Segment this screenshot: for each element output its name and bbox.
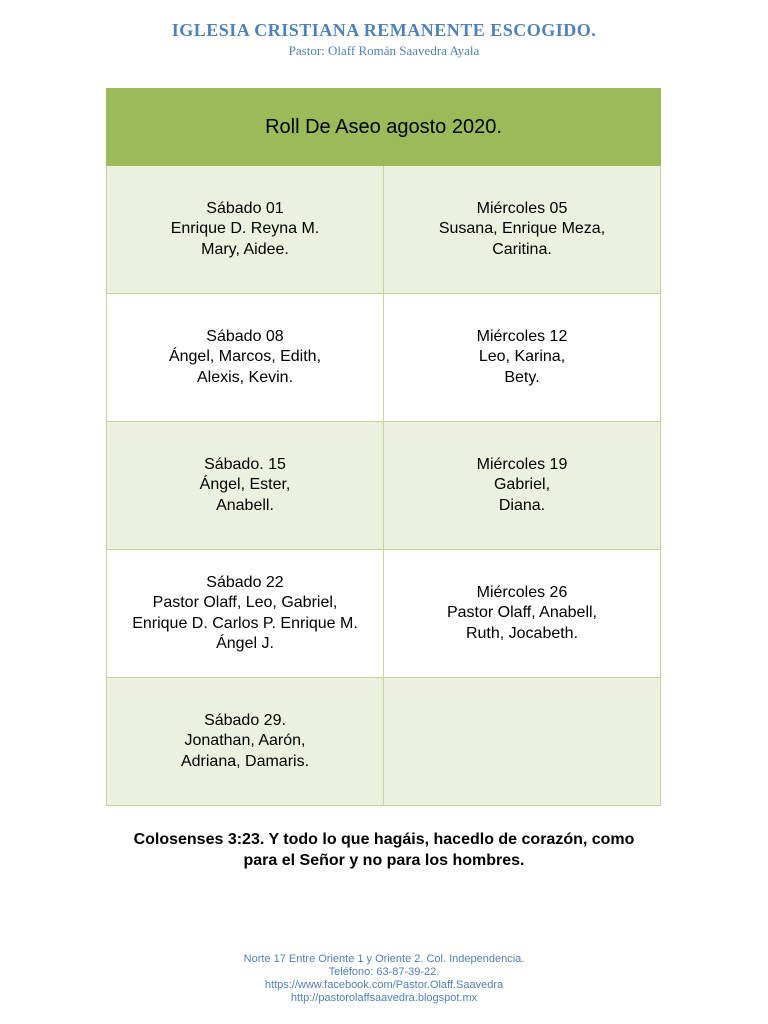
verse-line: Colosenses 3:23. Y todo lo que hagáis, hacedlo de corazón, como	[133, 831, 635, 848]
wednesday-cell	[384, 166, 661, 294]
day-label: Miércoles 26	[476, 583, 568, 601]
saturday-cell	[107, 678, 384, 806]
names-line: Susana, Enrique Meza,	[438, 220, 606, 238]
facebook-link[interactable]: https://www.facebook.com/Pastor.Olaff.Saavedra	[264, 979, 504, 991]
saturday-cell	[107, 294, 384, 422]
names-line: Leo, Karina,	[478, 348, 566, 366]
bible-verse	[100, 829, 668, 871]
day-label: Sábado 08	[206, 327, 284, 345]
footer-contact	[0, 953, 768, 1005]
saturday-cell	[107, 550, 384, 678]
phone-text: Teléfono: 63-87-39-22.	[328, 966, 440, 978]
names-line: Enrique D. Carlos P. Enrique M.	[132, 614, 358, 632]
names-line: Adriana, Damaris.	[180, 752, 310, 770]
wednesday-cell	[384, 422, 661, 550]
names-line: Alexis, Kevin.	[196, 368, 294, 386]
address-text: Norte 17 Entre Oriente 1 y Oriente 2. Col. Independencia.	[243, 953, 525, 965]
names-line: Pastor Olaff, Leo, Gabriel,	[152, 594, 338, 611]
names-line: Gabriel,	[493, 476, 551, 494]
table-row	[107, 678, 661, 806]
verse-line: para el Señor y no para los hombres.	[243, 852, 525, 869]
names-line: Diana.	[498, 496, 546, 514]
names-line: Ángel, Marcos, Edith,	[168, 348, 322, 366]
day-label: Sábado 29.	[204, 711, 286, 729]
table-row	[107, 166, 661, 294]
names-line: Caritina.	[492, 240, 552, 258]
saturday-cell	[107, 422, 384, 550]
day-label: Miércoles 12	[476, 327, 568, 345]
church-name: IGLESIA CRISTIANA REMANENTE ESCOGIDO.	[171, 20, 597, 40]
names-line: Bety.	[504, 368, 540, 386]
day-label: Miércoles 05	[476, 199, 568, 217]
names-line: Jonathan, Aarón,	[184, 732, 306, 750]
wednesday-cell	[384, 550, 661, 678]
table-row	[107, 294, 661, 422]
saturday-cell	[107, 166, 384, 294]
wednesday-cell	[384, 294, 661, 422]
table-row	[107, 422, 661, 550]
day-label: Sábado 22	[206, 573, 284, 591]
names-line: Ángel, Ester,	[199, 476, 291, 494]
table-header-row	[107, 89, 661, 166]
names-line: Mary, Aidee.	[201, 240, 289, 258]
names-line: Ángel J.	[216, 635, 274, 652]
empty-cell	[384, 678, 661, 806]
names-line: Pastor Olaff, Anabell,	[446, 604, 597, 622]
names-line: Anabell.	[216, 496, 274, 514]
names-line: Enrique D. Reyna M.	[170, 220, 320, 238]
day-label: Miércoles 19	[476, 455, 568, 473]
cleaning-roll-table	[106, 88, 661, 806]
pastor-name: Pastor: Olaff Román Saavedra Ayala	[288, 43, 480, 58]
names-line: Ruth, Jocabeth.	[465, 624, 579, 642]
day-label: Sábado. 15	[204, 455, 286, 473]
table-row	[107, 550, 661, 678]
day-label: Sábado 01	[206, 199, 284, 217]
blog-link[interactable]: http://pastorolaffsaavedra.blogspot.mx	[290, 992, 478, 1004]
table-title: Roll De Aseo agosto 2020.	[107, 89, 661, 166]
